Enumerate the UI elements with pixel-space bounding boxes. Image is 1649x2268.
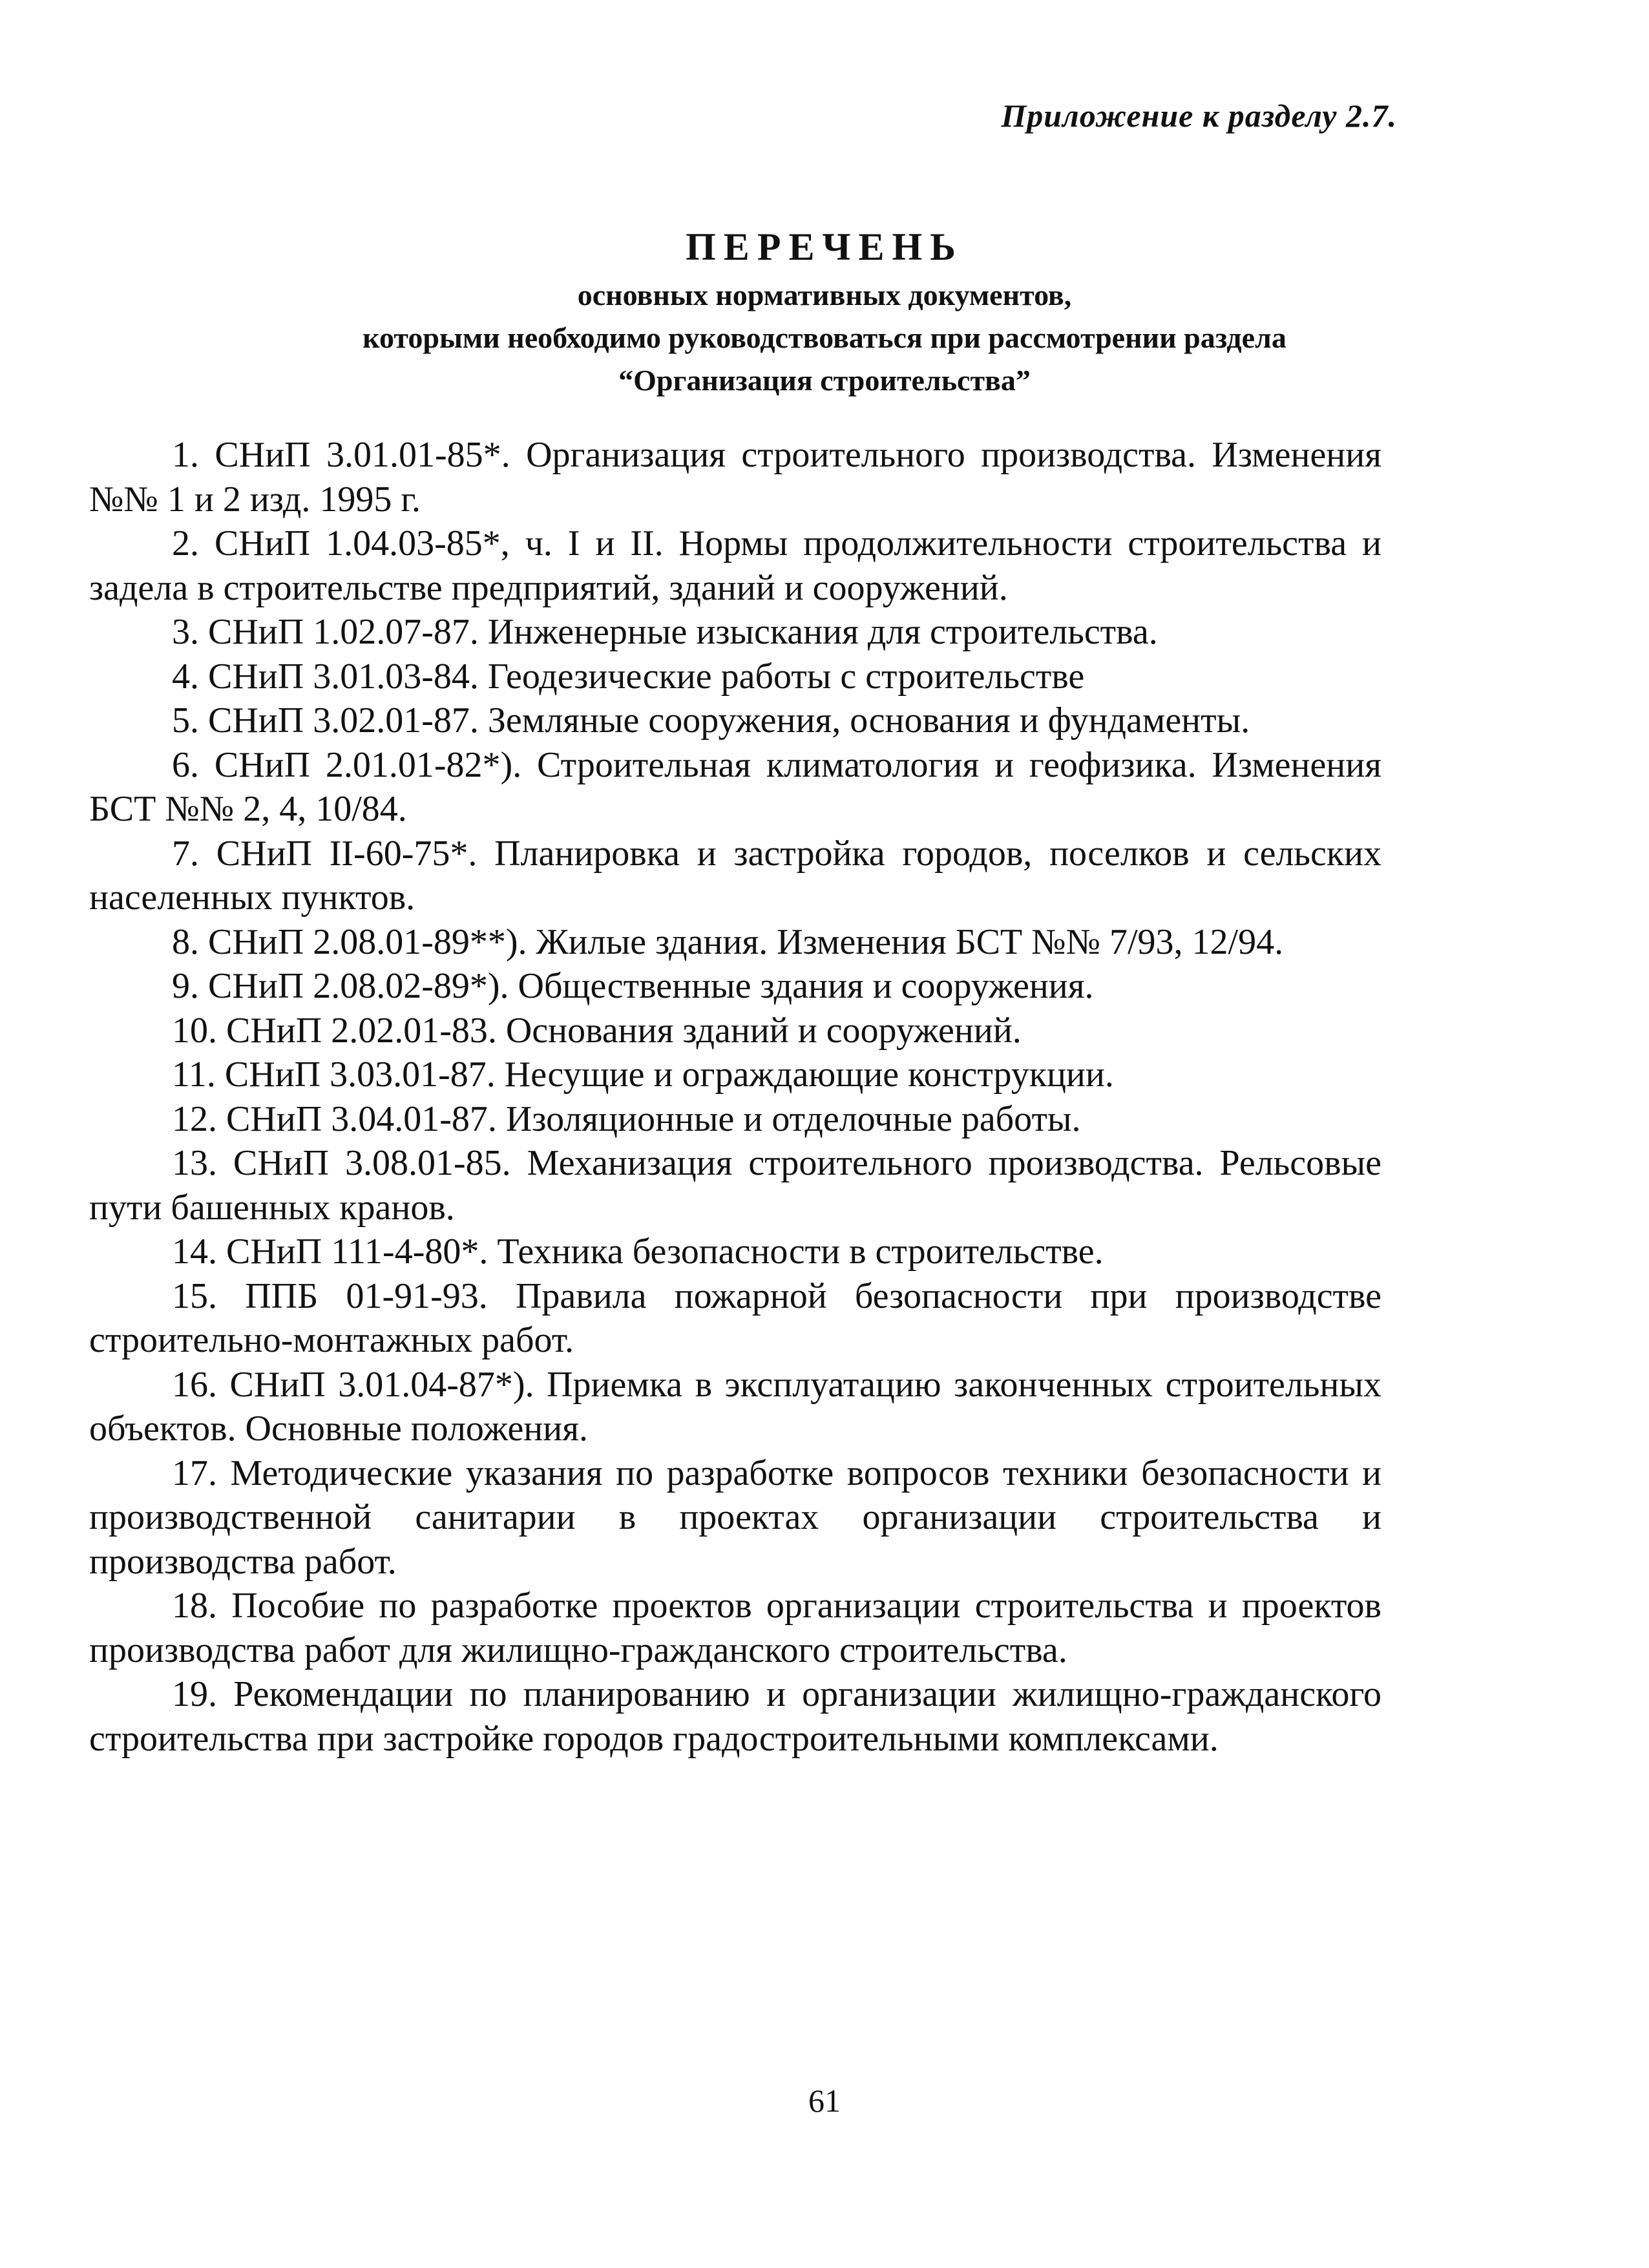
list-item: 13. СНиП 3.08.01-85. Механизация строительного производства. Рельсовые пути башенных кранов. — [89, 1143, 1381, 1228]
document-heading — [0, 220, 1649, 402]
list-item: 15. ППБ 01-91-93. Правила пожарной безопасности при производстве строительно-монтажных работ. — [89, 1276, 1381, 1360]
list-item: 8. СНиП 2.08.01-89**). Жилые здания. Изменения БСТ №№ 7/93, 12/94. — [172, 921, 1284, 962]
documents-list — [89, 433, 1381, 1761]
list-item: 14. СНиП 111-4-80*. Техника безопасности в строительстве. — [172, 1232, 1104, 1272]
list-item: 19. Рекомендации по планированию и организации жилищно-гражданского строительства при застройке городов градостроительными комплексами. — [89, 1674, 1381, 1759]
list-item: 9. СНиП 2.08.02-89*). Общественные здания и сооружения. — [172, 966, 1094, 1006]
heading-title: ПЕРЕЧЕНЬ — [686, 226, 963, 268]
list-item: 2. СНиП 1.04.03-85*, ч. I и II. Нормы продолжительности строительства и задела в строительстве предприятий, зданий и сооружений. — [89, 523, 1381, 608]
page-number: 61 — [808, 2083, 841, 2119]
list-item: 12. СНиП 3.04.01-87. Изоляционные и отделочные работы. — [172, 1098, 1081, 1139]
list-item: 3. СНиП 1.02.07-87. Инженерные изыскания для строительства. — [172, 612, 1158, 652]
list-item: 10. СНиП 2.02.01-83. Основания зданий и сооружений. — [172, 1010, 1022, 1051]
list-item: 1. СНиП 3.01.01-85*. Организация строительного производства. Изменения №№ 1 и 2 изд. 1995 г. — [89, 435, 1381, 520]
heading-subtitle-line-1: основных нормативных документов, — [577, 278, 1072, 311]
list-item: 11. СНиП 3.03.01-87. Несущие и ограждающие конструкции. — [172, 1055, 1114, 1095]
list-item: 7. СНиП II-60-75*. Планировка и застройка городов, поселков и сельских населенных пунктов. — [89, 833, 1381, 918]
list-item: 6. СНиП 2.01.01-82*). Строительная климатология и геофизика. Изменения БСТ №№ 2, 4, 10/84. — [89, 744, 1381, 829]
list-item: 4. СНиП 3.01.03-84. Геодезические работы с строительстве — [172, 656, 1085, 697]
appendix-reference: Приложение к разделу 2.7. — [1001, 98, 1397, 134]
list-item: 17. Методические указания по разработке вопросов техники безопасности и производственной санитарии в проектах организации строительства и производства работ. — [89, 1453, 1381, 1582]
list-item: 16. СНиП 3.01.04-87*). Приемка в эксплуатацию законченных строительных объектов. Основные положения. — [89, 1364, 1381, 1449]
list-item: 18. Пособие по разработке проектов организации строительства и проектов производства работ для жилищно-гражданского строительства. — [89, 1586, 1381, 1670]
list-item: 5. СНиП 3.02.01-87. Земляные сооружения, основания и фундаменты. — [172, 700, 1250, 740]
heading-subtitle-line-3: “Организация строительства” — [618, 364, 1031, 397]
heading-subtitle-line-2: которыми необходимо руководствоваться при рассмотрении раздела — [362, 321, 1287, 354]
